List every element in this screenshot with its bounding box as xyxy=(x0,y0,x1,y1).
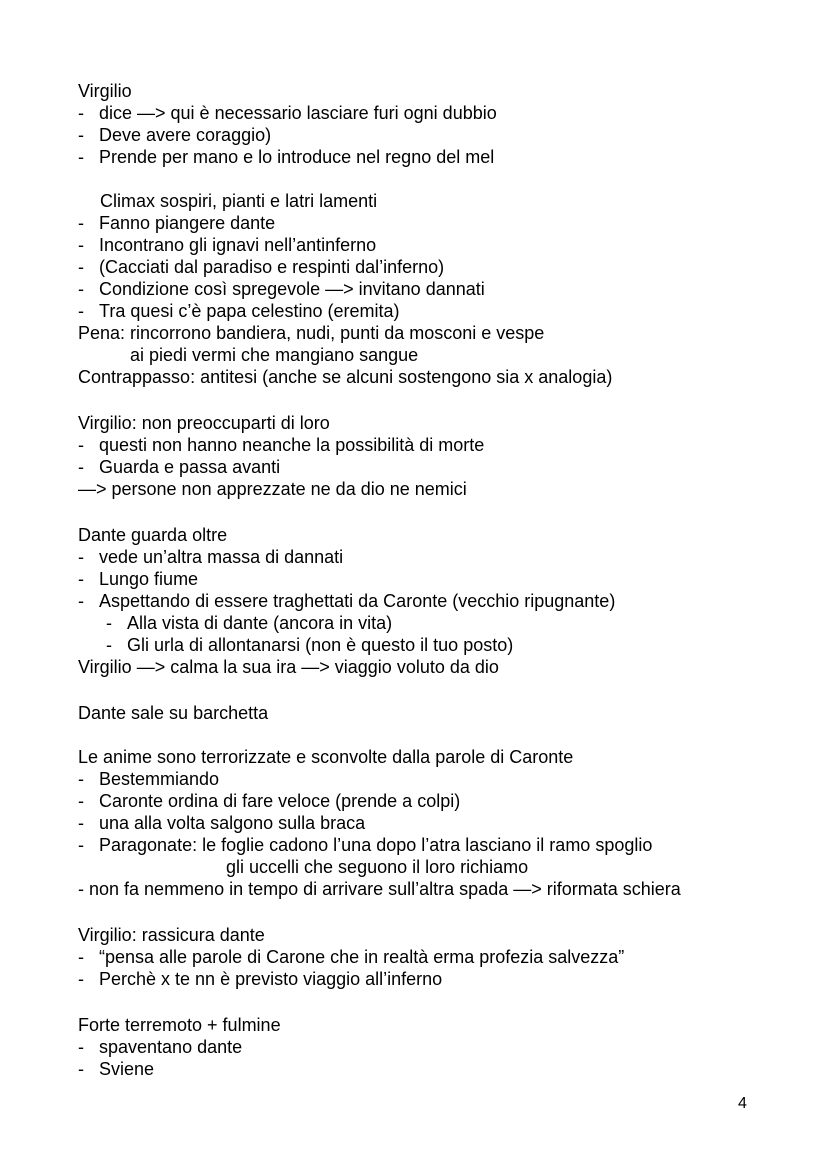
text-line: Virgilio: rassicura dante xyxy=(78,925,265,945)
bullet-line: - questi non hanno neanche la possibilità di morte xyxy=(78,435,485,455)
bullet-line: - una alla volta salgono sulla braca xyxy=(78,813,366,833)
text-line: Dante guarda oltre xyxy=(78,525,228,545)
text-line: Virgilio: non preoccuparti di loro xyxy=(78,413,330,433)
text-line: Climax sospiri, pianti e latri lamenti xyxy=(100,191,378,211)
text-line: Pena: rincorrono bandiera, nudi, punti da mosconi e vespe xyxy=(78,323,545,343)
bullet-line: - Tra quesi c’è papa celestino (eremita) xyxy=(78,301,400,321)
bullet-line: - dice —> qui è necessario lasciare furi ogni dubbio xyxy=(78,103,497,123)
text-line: Virgilio —> calma la sua ira —> viaggio voluto da dio xyxy=(78,657,499,677)
text-line: gli uccelli che seguono il loro richiamo xyxy=(226,857,529,877)
bullet-line: - Aspettando di essere traghettati da Caronte (vecchio ripugnante) xyxy=(78,591,616,611)
bullet-line: - spaventano dante xyxy=(78,1037,243,1057)
bullet-line: - Deve avere coraggio) xyxy=(78,125,272,145)
text-line: - non fa nemmeno in tempo di arrivare sull’altra spada —> riformata schiera xyxy=(78,879,681,899)
text-line: Contrappasso: antitesi (anche se alcuni sostengono sia x analogia) xyxy=(78,367,613,387)
page-number: 4 xyxy=(738,1095,747,1112)
text-line: Forte terremoto + fulmine xyxy=(78,1015,281,1035)
bullet-line: - Lungo fiume xyxy=(78,569,199,589)
bullet-line: - vede un’altra massa di dannati xyxy=(78,547,344,567)
bullet-line: - Paragonate: le foglie cadono l’una dopo l’atra lasciano il ramo spoglio xyxy=(78,835,653,855)
bullet-line: - Prende per mano e lo introduce nel regno del mel xyxy=(78,147,495,167)
text-line: Dante sale su barchetta xyxy=(78,703,269,723)
bullet-line: - Perchè x te nn è previsto viaggio all’inferno xyxy=(78,969,443,989)
bullet-line: - Caronte ordina di fare veloce (prende a colpi) xyxy=(78,791,461,811)
sub-bullet-line: - Alla vista di dante (ancora in vita) xyxy=(106,613,393,633)
bullet-line: - Fanno piangere dante xyxy=(78,213,276,233)
text-line: —> persone non apprezzate ne da dio ne nemici xyxy=(78,479,467,499)
text-line: ai piedi vermi che mangiano sangue xyxy=(130,345,419,365)
text-line: Le anime sono terrorizzate e sconvolte dalla parole di Caronte xyxy=(78,747,574,767)
bullet-line: - (Cacciati dal paradiso e respinti dal’inferno) xyxy=(78,257,445,277)
bullet-line: - Condizione così spregevole —> invitano dannati xyxy=(78,279,485,299)
bullet-line: - Sviene xyxy=(78,1059,155,1079)
bullet-line: - Incontrano gli ignavi nell’antinferno xyxy=(78,235,377,255)
bullet-line: - Guarda e passa avanti xyxy=(78,457,281,477)
bullet-line: - Bestemmiando xyxy=(78,769,220,789)
bullet-line: - “pensa alle parole di Carone che in realtà erma profezia salvezza” xyxy=(78,947,625,967)
text-line: Virgilio xyxy=(78,81,132,101)
sub-bullet-line: - Gli urla di allontanarsi (non è questo il tuo posto) xyxy=(106,635,514,655)
